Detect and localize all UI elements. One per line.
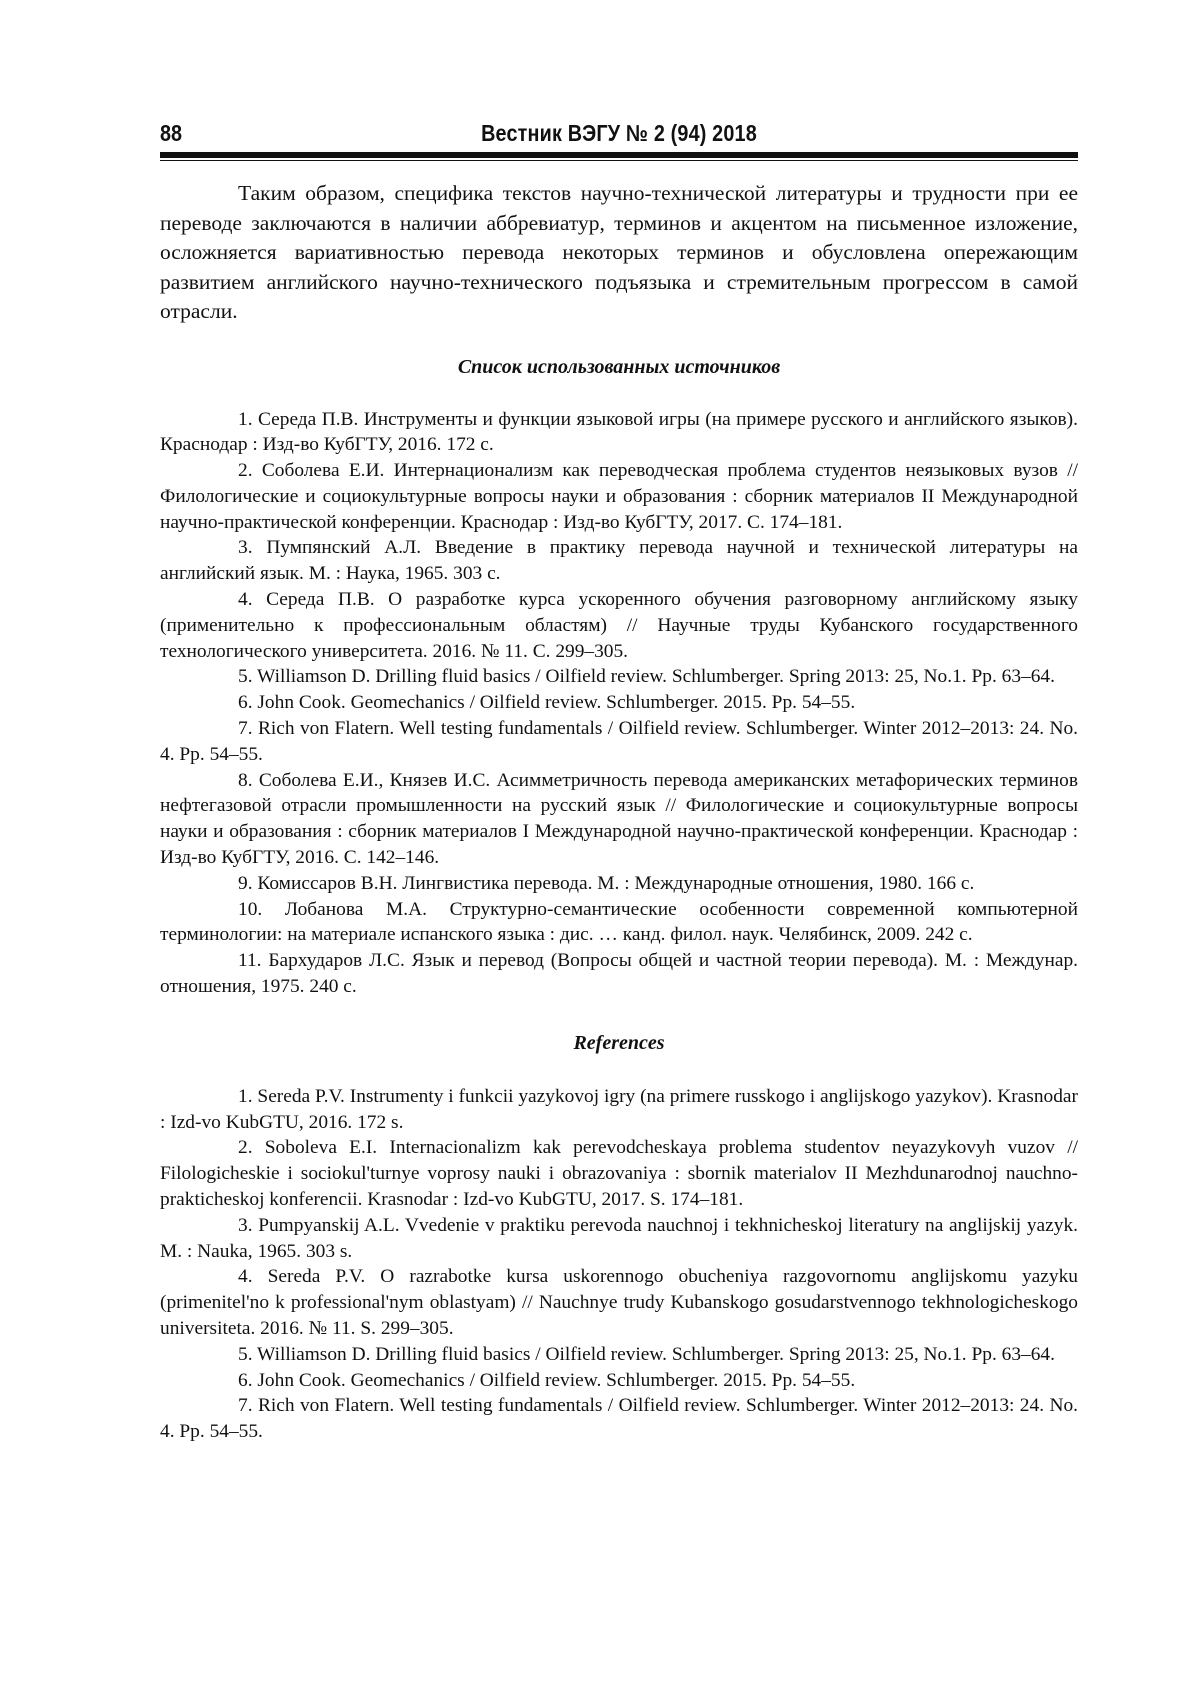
reference-item: 6. John Cook. Geomechanics / Oilfield review. Schlumberger. 2015. Pp. 54–55.	[238, 1369, 856, 1391]
source-item: 7. Rich von Flatern. Well testing fundamentals / Oilfield review. Schlumberger. Winter 2012–2013: 24. No. 4. Pp. 54–55.	[160, 718, 1078, 765]
journal-title: Вестник ВЭГУ № 2 (94) 2018	[481, 120, 757, 146]
sources-list	[160, 407, 1078, 1000]
conclusion-paragraph: Таким образом, специфика текстов научно-технической литературы и трудности при ее переводе заключаются в наличии аббревиатур, терминов и акцентом на письменное изложение, осложняется вариативностью перевода некоторых терминов и обусловлена опережающим развитием английского научно-технического подъязыка и стремительным прогрессом в самой отрасли.	[160, 181, 1078, 323]
source-item: 5. Williamson D. Drilling fluid basics / Oilfield review. Schlumberger. Spring 2013: 25, No.1. Pp. 63–64.	[238, 666, 1055, 688]
reference-item: 7. Rich von Flatern. Well testing fundamentals / Oilfield review. Schlumberger. Winter 2012–2013: 24. No. 4. Pp. 54–55.	[160, 1395, 1078, 1443]
source-item: 4. Середа П.В. О разработке курса ускоренного обучения разговорному английскому языку (применительно к профессиональным областям) // Научные труды Кубанского государственного технологического университета. 2016. № 11. С. 299–305.	[160, 589, 1078, 662]
source-item: 11. Бархударов Л.С. Язык и перевод (Вопросы общей и частной теории перевода). М. : Междунар. отношения, 1975. 240 с.	[160, 950, 1078, 998]
references-heading: References	[573, 1031, 665, 1054]
reference-item: 4. Sereda P.V. O razrabotke kursa uskorennogo obucheniya razgovornomu anglijskomu yazyku (primenitel'no k professional'nym oblastyam) // Nauchnye trudy Kubanskogo gosudarstvennogo tekhnologicheskogo universiteta. 2016. № 11. S. 299–305.	[160, 1266, 1078, 1339]
reference-item: 5. Williamson D. Drilling fluid basics / Oilfield review. Schlumberger. Spring 2013: 25, No.1. Pp. 63–64.	[238, 1343, 1055, 1365]
sources-heading: Список использованных источников	[457, 355, 781, 378]
source-item: 10. Лобанова М.А. Структурно-семантические особенности современной компьютерной терминологии: на материале испанского языка : дис. … канд. филол. наук. Челябинск, 2009. 242 с.	[160, 898, 1078, 946]
source-item: 8. Соболева Е.И., Князев И.С. Асимметричность перевода американских метафорических терминов нефтегазовой отрасли промышленности на русский язык // Филологические и социокультурные вопросы науки и образования : сборник материалов I Международной научно-практической конференции. Краснодар : Изд-во КубГТУ, 2016. С. 142–146.	[160, 769, 1078, 869]
header-rule	[160, 152, 1078, 161]
source-item: 2. Соболева Е.И. Интернационализм как переводческая проблема студентов неязыковых вузов // Филологические и социокультурные вопросы науки и образования : сборник материалов II Международной научно-практической конференции. Краснодар : Изд-во КубГТУ, 2017. С. 174–181.	[160, 460, 1078, 533]
source-item: 3. Пумпянский А.Л. Введение в практику перевода научной и технической литературы на английский язык. М. : Наука, 1965. 303 с.	[160, 537, 1078, 585]
source-item: 1. Середа П.В. Инструменты и функции языковой игры (на примере русского и английского языков). Краснодар : Изд-во КубГТУ, 2016. 172 с.	[160, 408, 1078, 456]
reference-item: 3. Pumpyanskij A.L. Vvedenie v praktiku perevoda nauchnoj i tekhnicheskoj literatury na anglijskij yazyk. M. : Nauka, 1965. 303 s.	[160, 1214, 1078, 1262]
running-header	[160, 116, 1078, 150]
reference-item: 2. Soboleva E.I. Internacionalizm kak perevodcheskaya problema studentov neyazykovyh vuzov // Filologicheskie i sociokul'turnye voprosy nauki i obrazovaniya : sbornik materialov II Mezhdunarodnoj nauchno-prakticheskoj konferencii. Krasnodar : Izd-vo KubGTU, 2017. S. 174–181.	[160, 1137, 1078, 1211]
page-number: 88	[160, 120, 183, 146]
references-list	[160, 1084, 1078, 1445]
source-item: 9. Комиссаров В.Н. Лингвистика перевода. М. : Международные отношения, 1980. 166 с.	[238, 872, 975, 894]
source-item: 6. John Cook. Geomechanics / Oilfield review. Schlumberger. 2015. Pp. 54–55.	[238, 692, 856, 714]
journal-page	[160, 116, 1078, 1445]
reference-item: 1. Sereda P.V. Instrumenty i funkcii yazykovoj igry (na primere russkogo i anglijskogo yazykov). Krasnodar : Izd-vo KubGTU, 2016. 172 s.	[160, 1085, 1078, 1133]
